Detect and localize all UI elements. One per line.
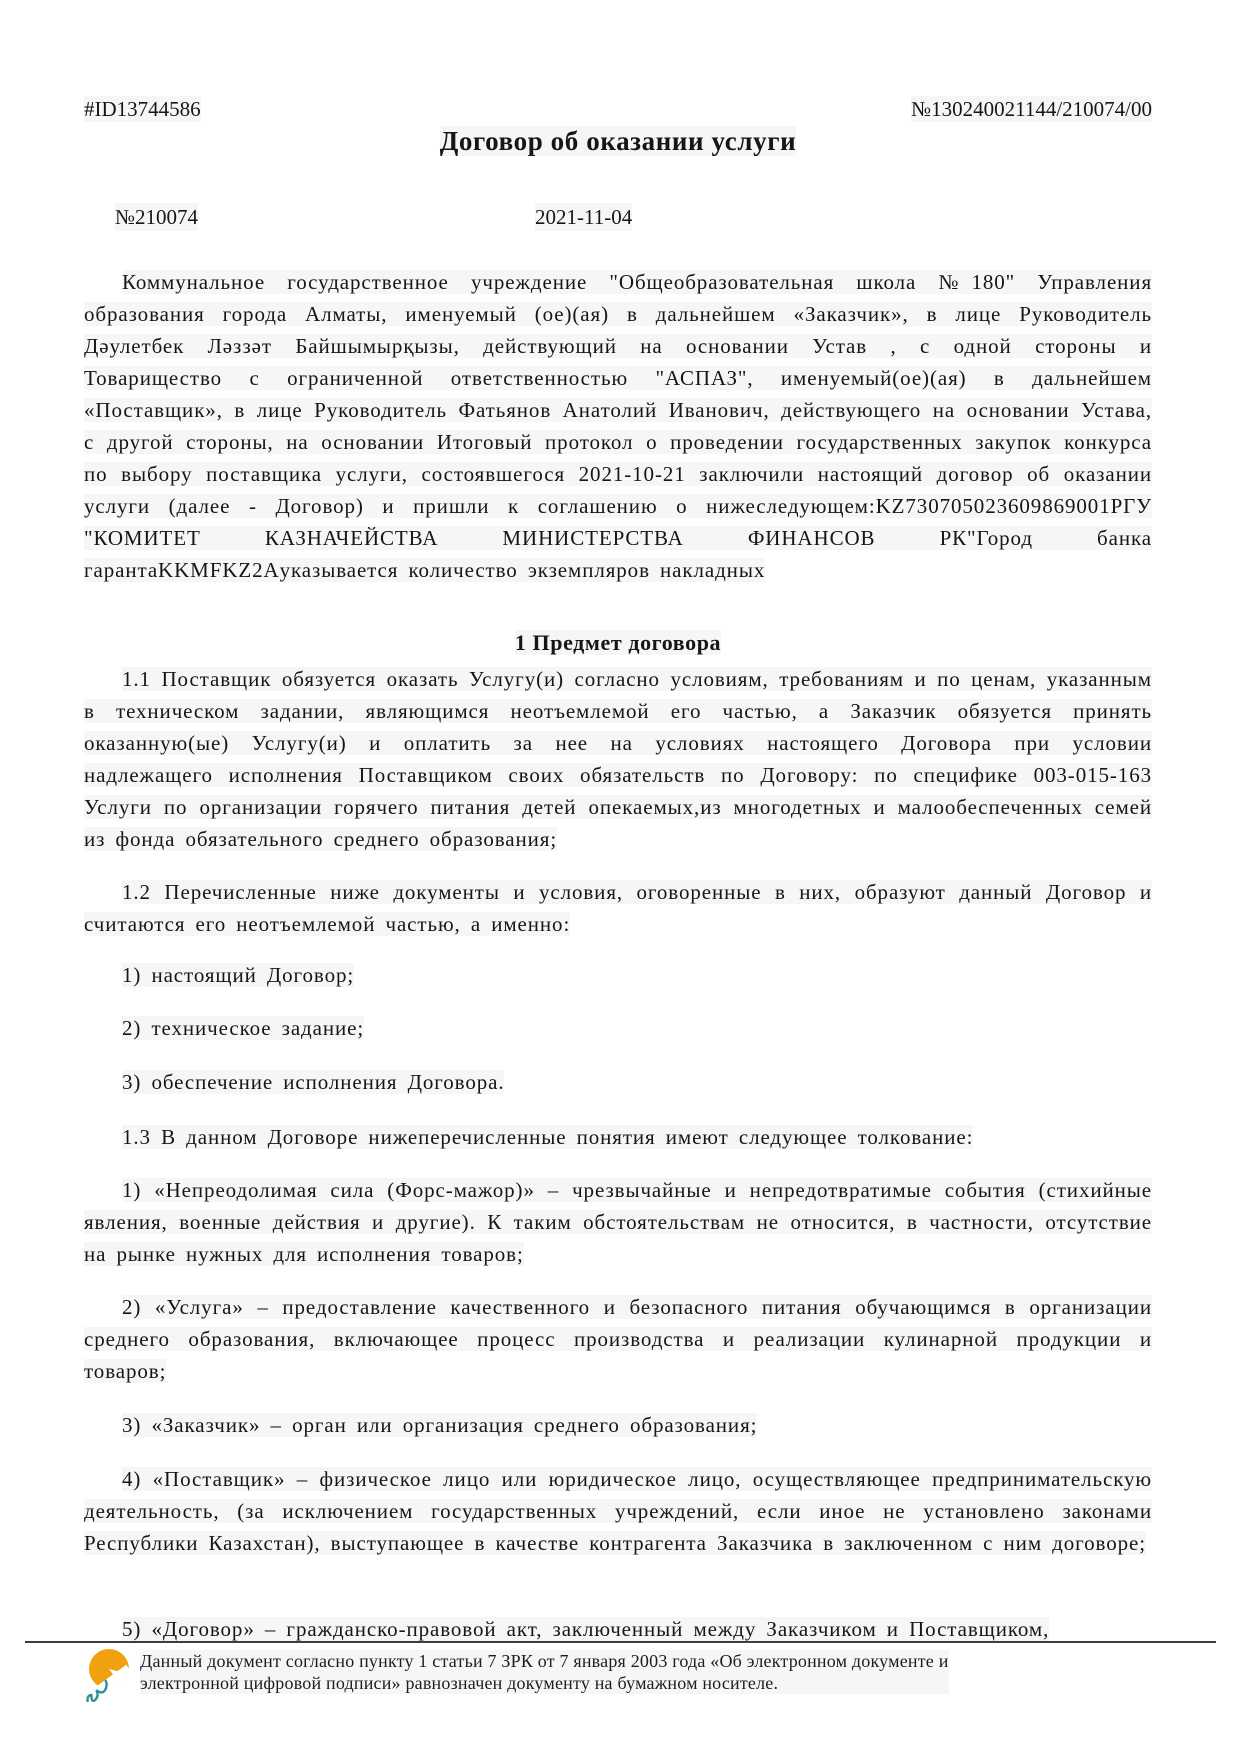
preamble-text: Коммунальное государственное учреждение "Общеобразовательная школа №180" Управления образования города Алматы, именуемый (ое)(ая) в дальнейшем «Заказчик», в лице Руководитель Дәулетбек Ләззәт Байшымырқызы, действующий на основании Устав , с одной стороны и Товарищество с ограниченной ответственностью "АСПАЗ", именуемый(ое)(ая) в дальнейшем «Поставщик», в лице Руководитель Фатьянов Анатолий Иванович, действующего на основании Устава, с другой стороны, на основании Итоговый протокол о проведении государственных закупок конкурса по выбору поставщика услуги, состоявшегося 2021-10-21 заключили настоящий договор об оказании услуги (далее - Договор) и пришли к соглашению о нижеследующем:KZ730705023609869001РГУ "КОМИТЕТ КАЗНАЧЕЙСТВА МИНИСТЕРСТВА ФИНАНСОВ РК"Город банка гарантаKKMFKZ2Aуказывается количество экземпляров накладных [84, 270, 1152, 582]
footer-note-line-1: Данный документ согласно пункту 1 статьи 7 ЗРК от 7 января 2003 года «Об электронном документе и [140, 1651, 949, 1671]
definition-supplier [84, 1463, 1152, 1559]
clause-1-2 [84, 876, 1152, 940]
list-item-1 [84, 959, 1152, 991]
footer-legal-note [140, 1650, 949, 1694]
page-title-text: Договор об оказании услуги [439, 126, 797, 156]
page-title [84, 124, 1152, 158]
clause-1-2-text: 1.2 Перечисленные ниже документы и условия, оговоренные в них, образуют данный Договор и считаются его неотъемлемой частью, а именно: [84, 880, 1152, 936]
list-item-2 [84, 1012, 1152, 1044]
clause-1-1 [84, 663, 1152, 855]
clause-1-3-text: 1.3 В данном Договоре нижеперечисленные понятия имеют следующее толкование: [122, 1125, 974, 1149]
list-item-1-text: 1) настоящий Договор; [122, 963, 355, 987]
document-id: #ID13744586 [84, 97, 201, 121]
definition-supplier-text: 4) «Поставщик» – физическое лицо или юридическое лицо, осуществляющее предпринимательскую деятельность, (за исключением государственных учреждений, если иное не установлено законами Республики Казахстан), выступающее в качестве контрагента Заказчика в заключенном с ним договоре; [84, 1467, 1152, 1555]
definition-customer-text: 3) «Заказчик» – орган или организация среднего образования; [122, 1413, 758, 1437]
definition-force-majeure [84, 1174, 1152, 1270]
definition-contract-text: 5) «Договор» – гражданско-правовой акт, заключенный между Заказчиком и Поставщиком, [122, 1617, 1050, 1641]
section-1-heading-text: 1 Предмет договора [514, 630, 722, 655]
section-1-heading [84, 627, 1152, 659]
contract-number: №210074 [115, 205, 199, 229]
registry-number: №130240021144/210074/00 [911, 97, 1152, 121]
footer-note-line-2: электронной цифровой подписи» равнозначен документу на бумажном носителе. [140, 1672, 949, 1694]
definition-service [84, 1291, 1152, 1387]
definition-service-text: 2) «Услуга» – предоставление качественного и безопасного питания обучающимся в организации среднего образования, включающее процесс производства и реализации кулинарной продукции и товаров; [84, 1295, 1152, 1383]
goszakup-logo-icon [85, 1648, 133, 1702]
clause-1-3 [84, 1121, 1152, 1153]
list-item-3-text: 3) обеспечение исполнения Договора. [122, 1070, 505, 1094]
definition-force-majeure-text: 1) «Непреодолимая сила (Форс-мажор)» – чрезвычайные и непредотвратимые события (стихийные явления, военные действия и другие). К таким обстоятельствам не относится, в частности, отсутствие на рынке нужных для исполнения товаров; [84, 1178, 1152, 1266]
preamble-paragraph [84, 266, 1152, 586]
list-item-2-text: 2) техническое задание; [122, 1016, 365, 1040]
list-item-3 [84, 1066, 1152, 1098]
page-footer-divider [25, 1641, 1216, 1643]
clause-1-1-text: 1.1 Поставщик обязуется оказать Услугу(и) согласно условиям, требованиям и по ценам, указанным в техническом задании, являющимся неотъемлемой его частью, а Заказчик обязуется принять оказанную(ые) Услугу(и) и оплатить за нее на условиях настоящего Договора при условии надлежащего исполнения Поставщиком своих обязательств по Договору: по специфике 003-015-163 Услуги по организации горячего питания детей опекаемых,из многодетных и малообеспеченных семей из фонда обязательного среднего образования; [84, 667, 1152, 851]
contract-date: 2021-11-04 [535, 205, 633, 229]
definition-customer [84, 1409, 1152, 1441]
document-header-row [84, 96, 1152, 122]
